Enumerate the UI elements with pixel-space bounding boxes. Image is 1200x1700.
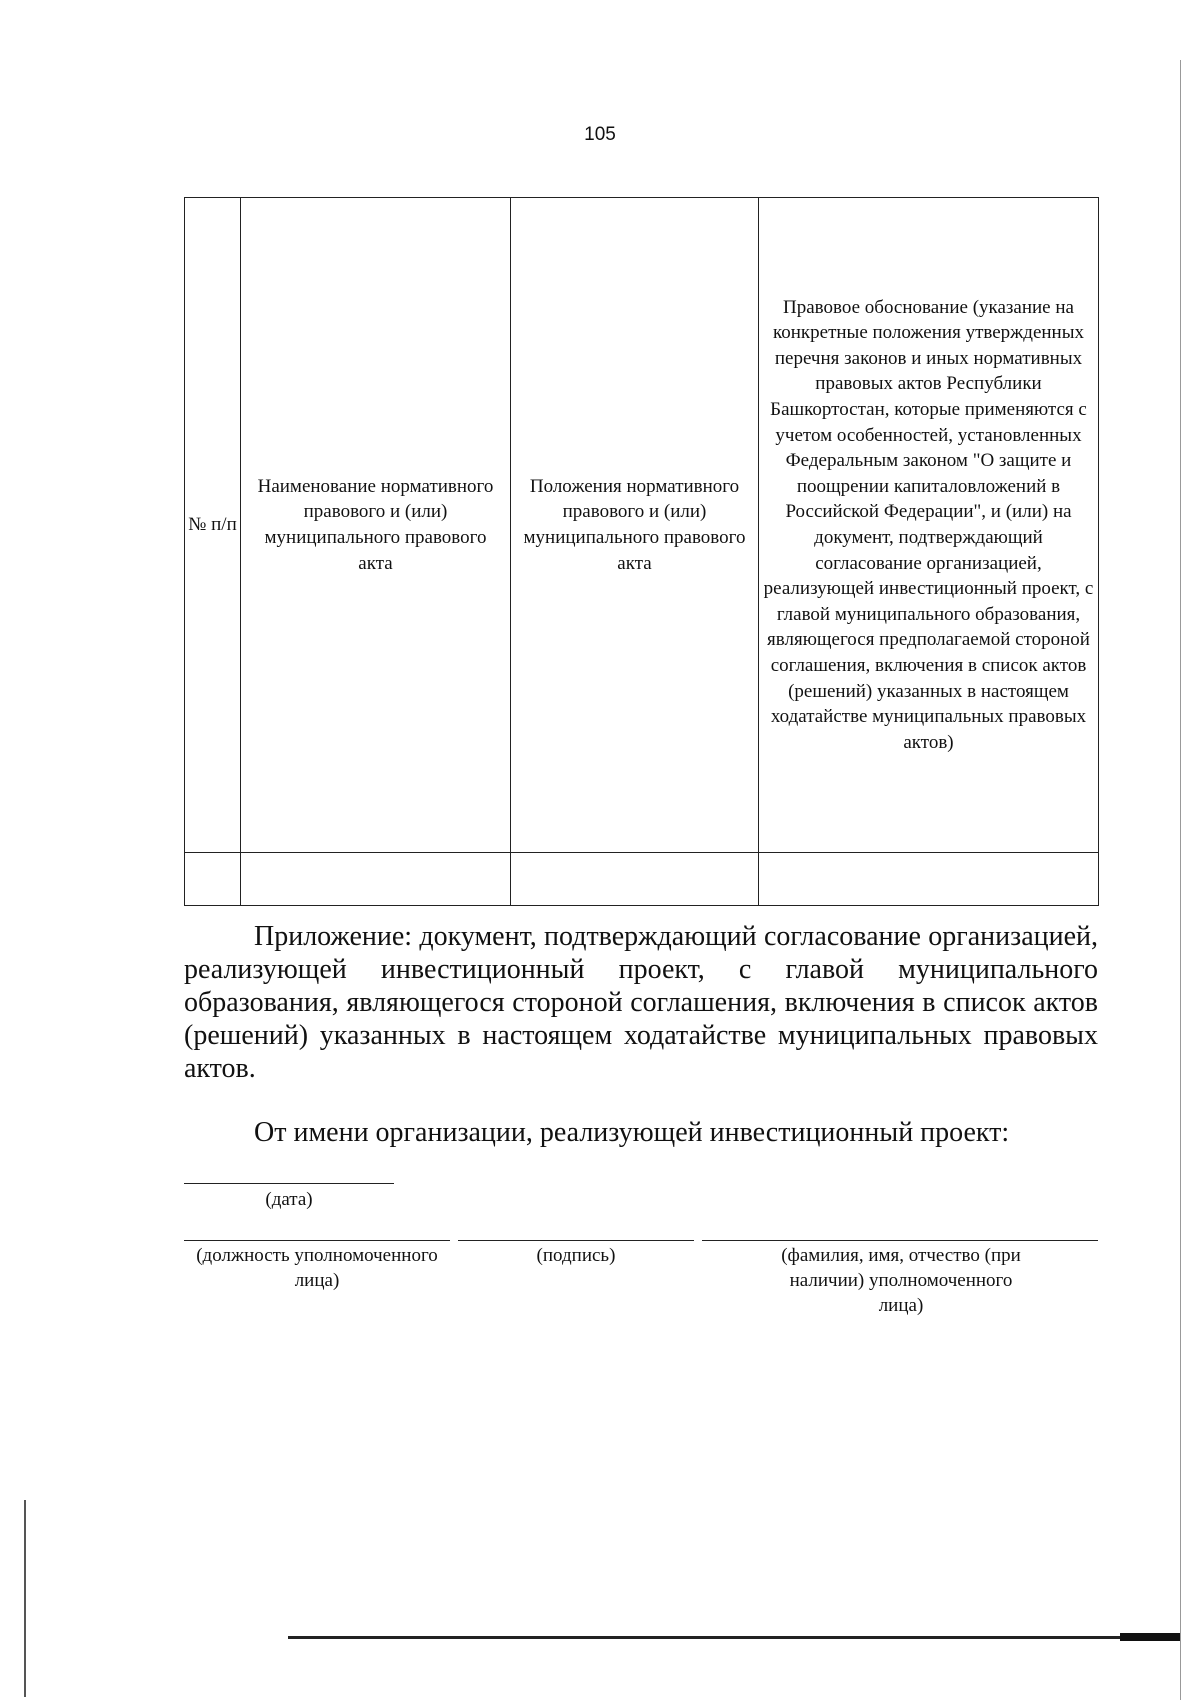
position-line [184, 1240, 450, 1241]
fullname-caption: (фамилия, имя, отчество (при наличии) уполномоченного лица) [781, 1245, 1021, 1316]
page-number: 105 [584, 124, 616, 145]
table-row [185, 853, 1099, 906]
signature-caption: (подпись) [536, 1245, 616, 1266]
date-line [184, 1183, 394, 1184]
scan-bottom-mark [1120, 1633, 1180, 1641]
signature-line [458, 1240, 694, 1241]
fullname-line [702, 1240, 1098, 1241]
table-header-row [185, 198, 1099, 853]
scan-edge-line [24, 1500, 26, 1697]
signature-heading: От имени организации, реализующей инвестиционный проект: [254, 1117, 1010, 1148]
table-cell [185, 853, 241, 906]
table-cell [511, 853, 759, 906]
acts-table [184, 197, 1099, 906]
table-cell [759, 853, 1099, 906]
position-caption: (должность уполномоченного лица) [196, 1245, 438, 1291]
header-legal-basis: Правовое обоснование (указание на конкретные положения утвержденных перечня законов и иных нормативных правовых актов Республики Башкортостан, которые применяются с учетом особенностей, установленных Федеральным законом "О защите и поощрении капиталовложений в Российской Федерации", и (или) на документ, подтверждающий согласование организацией, реализующей инвестиционный проект, с главой муниципального образования, являющегося предполагаемой стороной соглашения, включения в список актов (решений) указанных в настоящем ходатайстве муниципальных правовых актов) [759, 198, 1099, 853]
scan-edge-line [1180, 60, 1181, 1700]
date-caption: (дата) [265, 1189, 313, 1210]
appendix-paragraph: Приложение: документ, подтверждающий согласование организацией, реализующей инвестиционный проект, с главой муниципального образования, являющегося стороной соглашения, включения в список актов (решений) указанных в настоящем ходатайстве муниципальных правовых актов. [184, 921, 1098, 1084]
header-act-name: Наименование нормативного правового и (или) муниципального правового акта [241, 198, 511, 853]
header-act-provisions: Положения нормативного правового и (или) муниципального правового акта [511, 198, 759, 853]
table-cell [241, 853, 511, 906]
header-num: № п/п [185, 198, 241, 853]
scan-bottom-line [288, 1636, 1180, 1639]
